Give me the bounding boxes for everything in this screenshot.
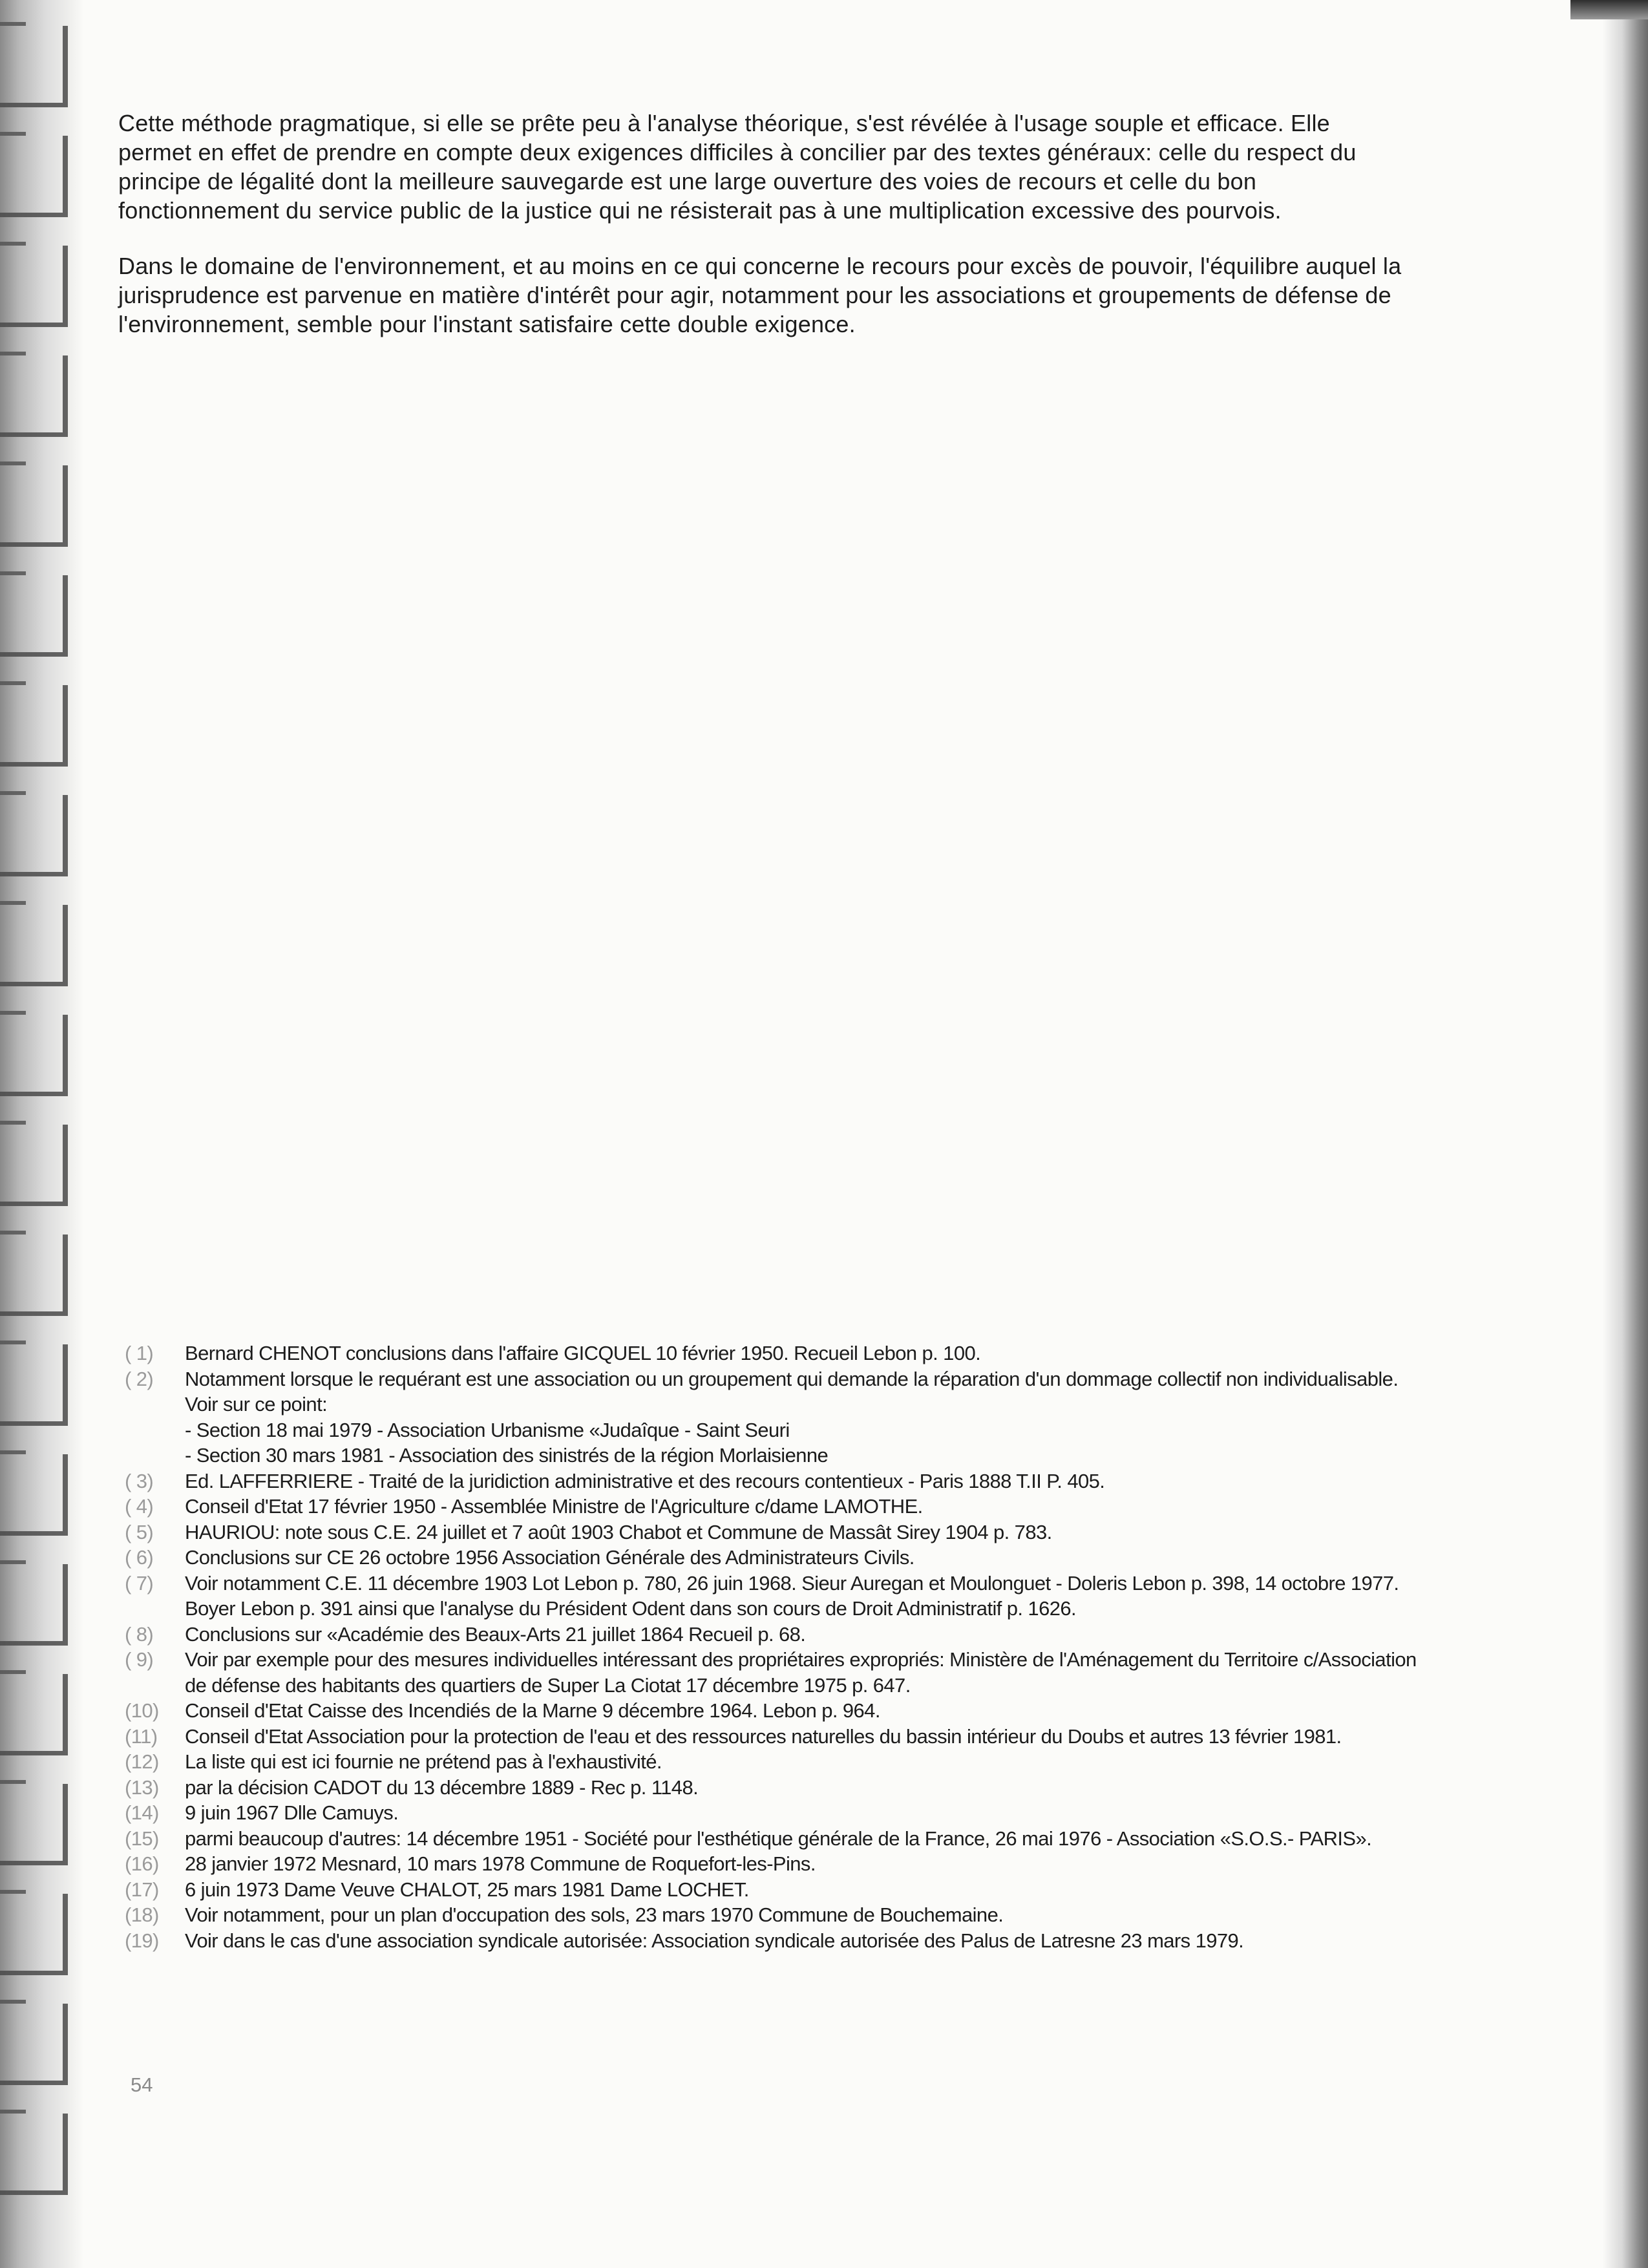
binding-ring (0, 2114, 68, 2195)
footnote (125, 1775, 1430, 1801)
footnote-number: (16) (125, 1852, 159, 1875)
footnote-number: ( 3) (125, 1469, 154, 1492)
footnote-number: ( 8) (125, 1622, 154, 1646)
footnote-text: Conseil d'Etat Association pour la protection de l'eau et des ressources naturelles du bassin intérieur du Doubs et autres 13 février 1981. (185, 1724, 1342, 1748)
footnote-text: par la décision CADOT du 13 décembre 1889 - Rec p. 1148. (185, 1775, 699, 1799)
footnote-text: Conseil d'Etat 17 février 1950 - Assemblée Ministre de l'Agriculture c/dame LAMOTHE. (185, 1495, 923, 1518)
spiral-binding (0, 0, 84, 2268)
binding-ring (0, 355, 68, 437)
footnote (125, 1698, 1430, 1724)
footnote-number: (13) (125, 1775, 159, 1799)
footnote-text: Voir notamment, pour un plan d'occupation des sols, 23 mars 1970 Commune de Bouchemaine. (185, 1903, 1004, 1926)
binding-ring (0, 575, 68, 657)
page-corner-shadow (1570, 0, 1648, 19)
footnote-number: (17) (125, 1878, 159, 1901)
binding-ring (0, 1235, 68, 1316)
footnote (125, 1468, 1430, 1494)
paragraph: Cette méthode pragmatique, si elle se prête peu à l'analyse théorique, s'est révélée à l'usage souple et efficace. Elle permet en effet de prendre en compte deux exigences difficiles à concilier par des textes généraux: celle du respect du principe de légalité dont la meilleure sauvegarde est une large ouverture des voies de recours et celle du bon fonctionnement du service public de la justice qui ne résisterait pas à une multiplication excessive des pourvois. (118, 110, 1357, 224)
footnote-number: (15) (125, 1827, 159, 1850)
footnote (125, 1341, 1430, 1366)
footnote-subitem: - Section 30 mars 1981 - Association des sinistrés de la région Morlaisienne (185, 1444, 829, 1467)
footnote-body (185, 1366, 1430, 1468)
footnote-text: Conclusions sur «Académie des Beaux-Arts 21 juillet 1864 Recueil p. 68. (185, 1622, 806, 1646)
binding-ring (0, 26, 68, 107)
footnote (125, 1749, 1430, 1775)
binding-ring (0, 795, 68, 876)
footnote-text: 28 janvier 1972 Mesnard, 10 mars 1978 Commune de Roquefort-les-Pins. (185, 1852, 816, 1875)
footnote-number: (10) (125, 1699, 159, 1722)
footnote (125, 1877, 1430, 1903)
binding-ring (0, 136, 68, 217)
footnote-number: (12) (125, 1750, 159, 1773)
footnote (125, 1366, 1430, 1468)
binding-ring (0, 1344, 68, 1426)
binding-ring (0, 2004, 68, 2085)
footnote-number: (18) (125, 1903, 159, 1926)
footnote-text: Voir dans le cas d'une association syndicale autorisée: Association syndicale autorisée des Palus de Latresne 23 mars 1979. (185, 1929, 1244, 1952)
binding-ring (0, 1674, 68, 1755)
binding-ring (0, 1564, 68, 1646)
footnote-text: Ed. LAFFERRIERE - Traité de la juridiction administrative et des recours contentieux - Paris 1888 T.II P. 405. (185, 1469, 1105, 1492)
binding-ring (0, 685, 68, 767)
footnote-number: ( 9) (125, 1648, 154, 1671)
footnote-text: 9 juin 1967 Dlle Camuys. (185, 1801, 399, 1824)
footnote-text: Conseil d'Etat Caisse des Incendiés de la Marne 9 décembre 1964. Lebon p. 964. (185, 1699, 880, 1722)
footnote (125, 1800, 1430, 1826)
binding-ring (0, 1125, 68, 1206)
footnote-number: (11) (125, 1724, 158, 1748)
footnote-text: parmi beaucoup d'autres: 14 décembre 1951 - Société pour l'esthétique générale de la France, 26 mai 1976 - Association «S.O.S.- PARIS». (185, 1827, 1372, 1850)
binding-ring (0, 1454, 68, 1536)
footnote (125, 1494, 1430, 1520)
footnote (125, 1571, 1430, 1622)
footnote-number: ( 4) (125, 1495, 154, 1518)
footnote (125, 1851, 1430, 1877)
main-text (118, 109, 1408, 339)
binding-ring (0, 905, 68, 986)
footnote-number: ( 1) (125, 1342, 154, 1364)
footnote (125, 1520, 1430, 1545)
page-number: 54 (131, 2073, 153, 2096)
footnote (125, 1902, 1430, 1928)
footnote (125, 1647, 1430, 1698)
footnote-text: Notamment lorsque le requérant est une association ou un groupement qui demande la réparation d'un dommage collectif non individualisable. Voir sur ce point: (185, 1367, 1399, 1415)
footnote-number: (14) (125, 1801, 159, 1824)
footnote (125, 1826, 1430, 1852)
paragraph: Dans le domaine de l'environnement, et au moins en ce qui concerne le recours pour excès de pouvoir, l'équilibre auquel la jurisprudence est parvenue en matière d'intérêt pour agir, notamment pour les associations et groupements de défense de l'environnement, semble pour l'instant satisfaire cette double exigence. (118, 253, 1402, 337)
footnote-text: 6 juin 1973 Dame Veuve CHALOT, 25 mars 1981 Dame LOCHET. (185, 1878, 749, 1901)
footnote-text: Bernard CHENOT conclusions dans l'affaire GICQUEL 10 février 1950. Recueil Lebon p. 100. (185, 1342, 981, 1364)
footnote (125, 1545, 1430, 1571)
footnote-text: Voir notamment C.E. 11 décembre 1903 Lot Lebon p. 780, 26 juin 1968. Sieur Auregan et Moulonguet - Doleris Lebon p. 398, 14 octobre 1977. Boyer Lebon p. 391 ainsi que l'analyse du Président Odent dans son cours de Droit Administratif p. 1626. (185, 1571, 1399, 1620)
footnote-number: ( 7) (125, 1571, 154, 1595)
footnote-text: La liste qui est ici fournie ne prétend pas à l'exhaustivité. (185, 1750, 662, 1773)
binding-ring (0, 1784, 68, 1865)
footnote-number: (19) (125, 1929, 159, 1952)
footnote-number: ( 6) (125, 1546, 154, 1569)
footnote-subitem: - Section 18 mai 1979 - Association Urbanisme «Judaîque - Saint Seuri (185, 1418, 790, 1441)
binding-ring (0, 1894, 68, 1975)
page-edge-shadow (1603, 0, 1648, 2268)
binding-ring (0, 246, 68, 327)
footnote-number: ( 2) (125, 1367, 154, 1390)
footnote (125, 1724, 1430, 1750)
binding-ring (0, 465, 68, 547)
footnote-number: ( 5) (125, 1520, 154, 1543)
footnote (125, 1928, 1430, 1954)
footnote-text: Voir par exemple pour des mesures individuelles intéressant des propriétaires expropriés: Ministère de l'Aménagement du Territoire c/Association de défense des habitants des quartiers de Super La Ciotat 17 décembre 1975 p. 647. (185, 1648, 1417, 1697)
footnote-text: Conclusions sur CE 26 octobre 1956 Association Générale des Administrateurs Civils. (185, 1546, 914, 1569)
footnote (125, 1622, 1430, 1648)
footnotes (125, 1341, 1430, 1953)
footnote-text: HAURIOU: note sous C.E. 24 juillet et 7 août 1903 Chabot et Commune de Massât Sirey 1904 p. 783. (185, 1520, 1052, 1543)
binding-ring (0, 1015, 68, 1096)
